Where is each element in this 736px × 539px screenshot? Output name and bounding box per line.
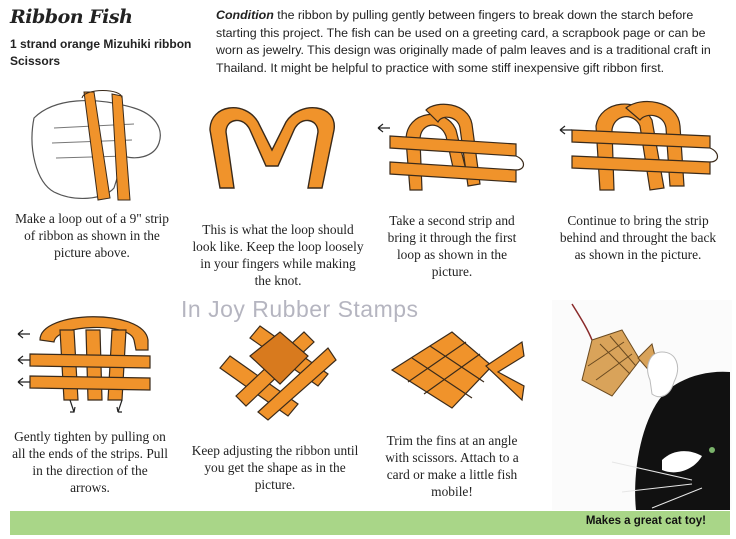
adjust-shape-drawing (200, 312, 350, 424)
second-strip-drawing (376, 100, 526, 200)
m-loop-drawing (200, 100, 350, 200)
step-3-caption: Take a second strip and bring it through the first loop as shown in the picture. (387, 213, 517, 279)
step-2-illustration (200, 100, 350, 200)
step-6-caption: Keep adjusting the ribbon until you get the shape as in the picture. (191, 443, 359, 492)
woven-strip-drawing (560, 96, 720, 196)
material-ribbon: 1 strand orange Mizuhiki ribbon (10, 37, 192, 51)
step-4-illustration (560, 96, 720, 196)
step-4-caption: Continue to bring the strip behind and throught the back as shown in the picture. (559, 213, 717, 262)
step-5-illustration (14, 300, 164, 416)
hand-loop-drawing (14, 88, 174, 208)
intro-lead: Condition (216, 8, 274, 22)
step-3-illustration (376, 100, 526, 200)
intro-body: the ribbon by pulling gently between fingers to break down the starch before starting this project. The fish can be used on a greeting card, a scrapbook page or can be worn as jewelry. This design was originally made of palm leaves and is a traditional craft in Thailand. It might be helpful to practice with some stiff inexpensive gift ribbon first. (216, 8, 711, 75)
page-title: Ribbon Fish (10, 6, 133, 28)
watermark: In Joy Rubber Stamps (181, 296, 419, 322)
intro-paragraph (216, 7, 728, 77)
trimmed-fish-drawing (382, 320, 532, 420)
step-5-caption: Gently tighten by pulling on all the ends of the strips. Pull in the direction of the arrows. (12, 429, 168, 495)
step-1-illustration (14, 88, 174, 208)
tighten-knot-drawing (14, 300, 164, 416)
footer-text: Makes a great cat toy! (585, 515, 706, 527)
step-2-caption: This is what the loop should look like. Keep the loop loosely in your fingers while making the knot. (192, 222, 364, 288)
step-1-caption: Make a loop out of a 9" strip of ribbon as shown in the picture above. (15, 211, 169, 260)
step-6-illustration (200, 312, 350, 424)
materials-list (10, 36, 191, 70)
footer-bar (10, 511, 730, 535)
cat-photo (552, 300, 732, 510)
material-scissors: Scissors (10, 54, 61, 68)
cat-with-fish-drawing (552, 300, 732, 510)
step-7-caption: Trim the fins at an angle with scissors. Attach to a card or make a little fish mobile! (385, 433, 519, 499)
step-7-illustration (382, 320, 532, 420)
